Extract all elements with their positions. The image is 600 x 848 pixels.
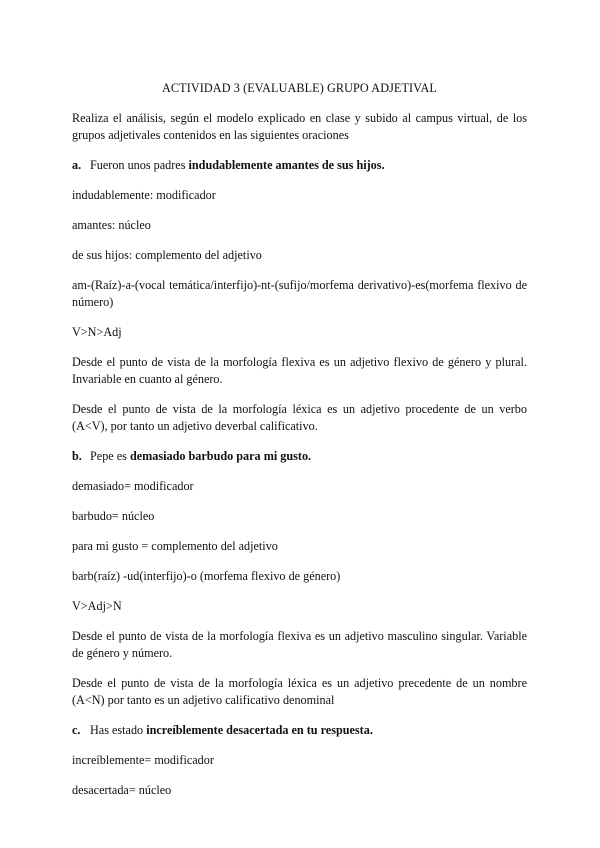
example-a-line: de sus hijos: complemento del adjetivo: [72, 248, 262, 262]
example-b-line: Desde el punto de vista de la morfología léxica es un adjetivo precedente de un nombre (A<N) por tanto es un adjetivo calificativo denominal: [72, 676, 527, 707]
intro-paragraph: Realiza el análisis, según el modelo explicado en clase y subido al campus virtual, de los grupos adjetivales contenidos en las siguientes oraciones: [72, 111, 527, 142]
example-c-sentence-bold: increíblemente desacertada en tu respuesta.: [146, 723, 373, 737]
example-c-line: desacertada= núcleo: [72, 783, 172, 797]
example-c-letter: c.: [72, 723, 81, 737]
example-a-line: Desde el punto de vista de la morfología flexiva es un adjetivo flexivo de género y plural. Invariable en cuanto al género.: [72, 355, 527, 386]
example-b-line: demasiado= modificador: [72, 479, 194, 493]
example-a-line: indudablemente: modificador: [72, 188, 216, 202]
example-a-sentence-plain: Fueron unos padres: [90, 158, 189, 172]
example-a-heading: [72, 157, 527, 174]
example-a-line: V>N>Adj: [72, 325, 122, 339]
example-a-letter: a.: [72, 158, 82, 172]
example-a-sentence-bold: indudablemente amantes de sus hijos.: [188, 158, 385, 172]
example-b-line: V>Adj>N: [72, 599, 122, 613]
example-b-line: para mi gusto = complemento del adjetivo: [72, 539, 278, 553]
example-c-line: increíblemente= modificador: [72, 753, 214, 767]
document-body: [72, 80, 527, 812]
example-b-sentence-plain: Pepe es: [90, 449, 130, 463]
example-c-sentence-plain: Has estado: [90, 723, 147, 737]
example-b-line: Desde el punto de vista de la morfología flexiva es un adjetivo masculino singular. Variable de género y número.: [72, 629, 527, 660]
example-b-heading: [72, 448, 527, 465]
example-b-line: barbudo= núcleo: [72, 509, 155, 523]
example-c-heading: [72, 722, 527, 739]
example-b-line: barb(raíz) -ud(interfijo)-o (morfema flexivo de género): [72, 569, 341, 583]
example-a-line: Desde el punto de vista de la morfología léxica es un adjetivo procedente de un verbo (A<V), por tanto un adjetivo deverbal calificativo.: [72, 402, 527, 433]
page-title: ACTIVIDAD 3 (EVALUABLE) GRUPO ADJETIVAL: [162, 81, 437, 95]
example-b-sentence-bold: demasiado barbudo para mi gusto.: [129, 449, 312, 463]
example-a-line: amantes: núcleo: [72, 218, 151, 232]
example-a-line: am-(Raíz)-a-(vocal temática/interfijo)-nt-(sufijo/morfema derivativo)-es(morfema flexivo de número): [72, 278, 527, 309]
example-b-letter: b.: [72, 449, 82, 463]
